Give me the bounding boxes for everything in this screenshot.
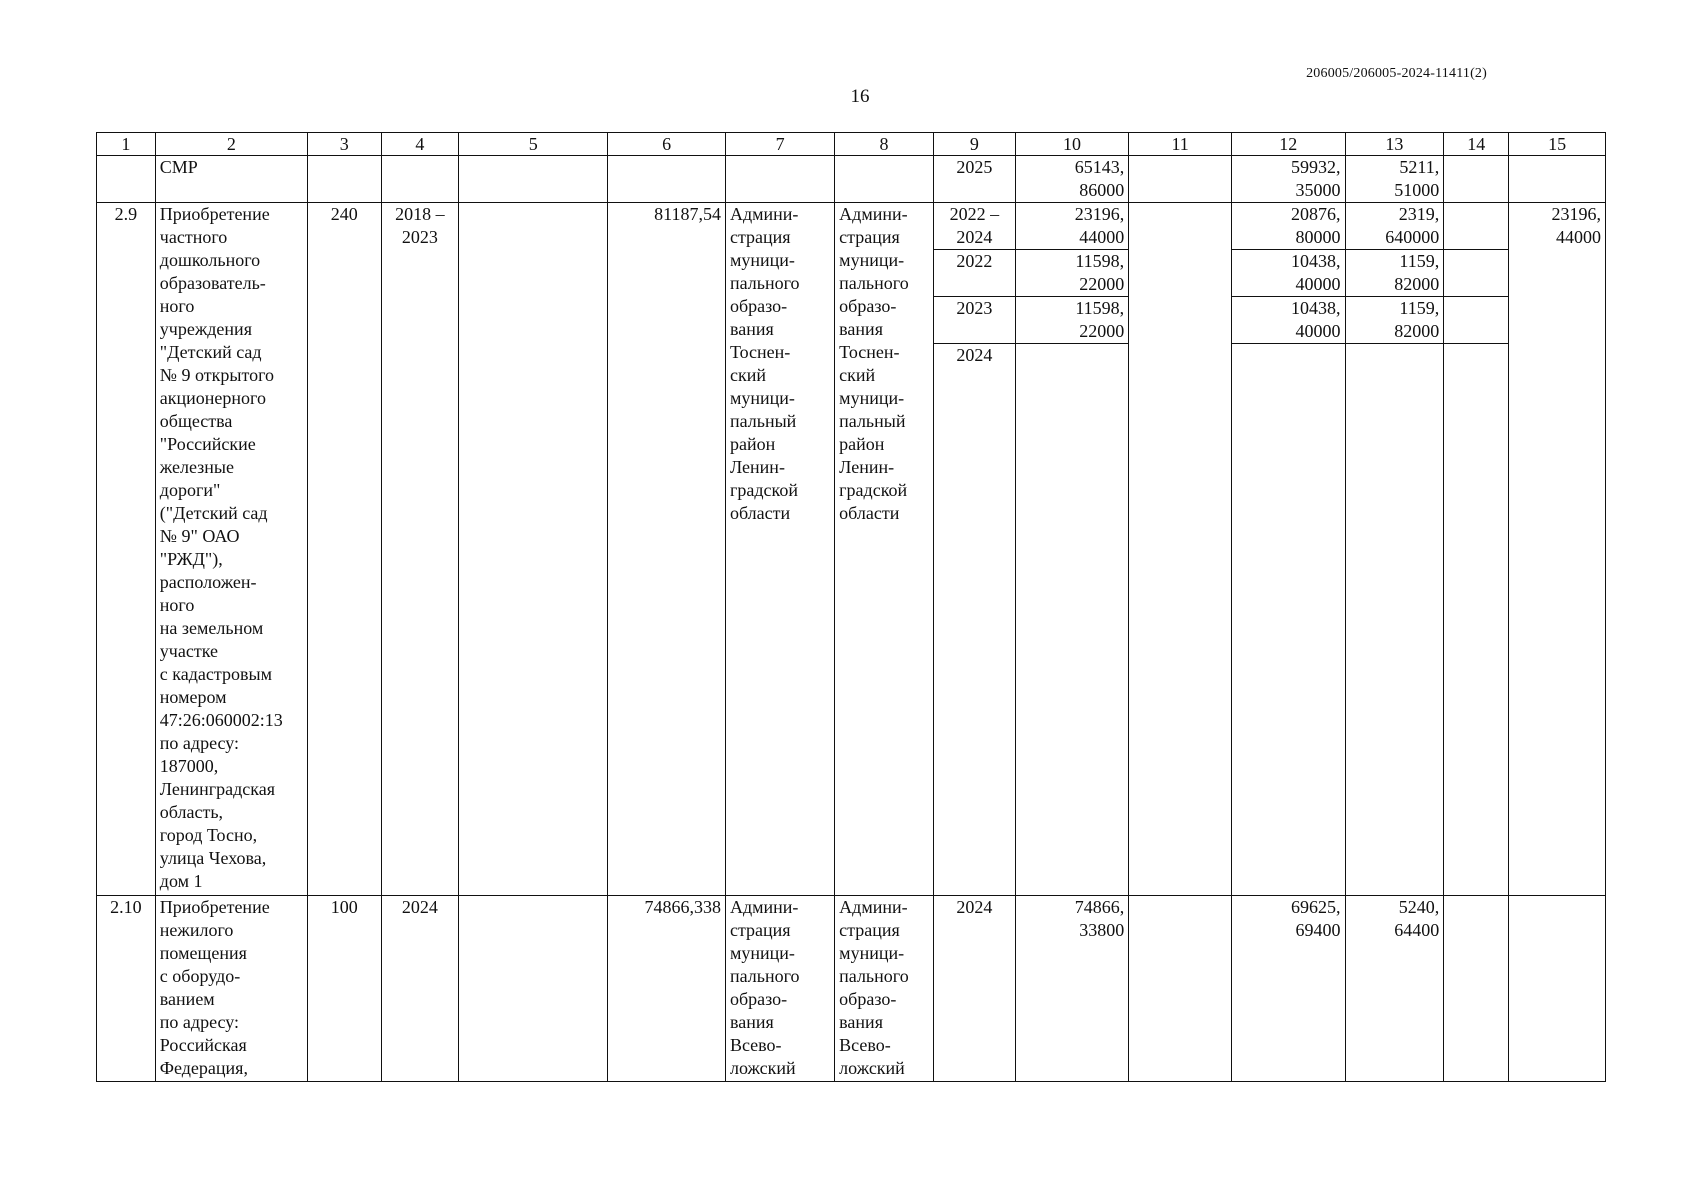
cell-value: 69625, 69400 [1232,896,1345,1082]
cell-year: 2023 [933,297,1015,344]
column-header: 11 [1129,133,1232,156]
data-table [96,132,1606,1082]
cell-year: 2025 [933,156,1015,203]
column-header: 3 [308,133,382,156]
cell-empty [835,156,934,203]
cell-year: 2022 [933,250,1015,297]
column-header: 13 [1345,133,1444,156]
cell-empty [1444,297,1509,344]
cell-cost: 81187,54 [608,203,726,896]
cell-empty [608,156,726,203]
document-id: 206005/206005-2024-11411(2) [1306,66,1487,81]
column-header: 15 [1509,133,1606,156]
cell-empty [1444,250,1509,297]
cell-number: 2.9 [97,203,156,896]
cell-value: 20876, 80000 [1232,203,1345,250]
cell-total [1015,344,1128,896]
cell-year: 2024 [933,896,1015,1082]
cell-value: 10438, 40000 [1232,297,1345,344]
cell-empty [725,156,834,203]
cell-empty [1129,896,1232,1082]
cell-value: 5240, 64400 [1345,896,1444,1082]
column-header: 4 [381,133,459,156]
cell-period: 2024 [381,896,459,1082]
cell-total: 11598, 22000 [1015,250,1128,297]
cell-name: Приобретение нежилого помещения с оборудо- ванием по адресу: Российская Федерация, [155,896,307,1082]
cell-value [1345,344,1444,896]
column-header: 6 [608,133,726,156]
cell-value: 10438, 40000 [1232,250,1345,297]
cell-empty [1444,156,1509,203]
table-row [97,156,1606,203]
cell-capacity: 100 [308,896,382,1082]
cell-empty [459,156,608,203]
cell-empty [1509,896,1606,1082]
cell-year: 2022 – 2024 [933,203,1015,250]
table-row [97,203,1606,250]
cell-empty [459,203,608,896]
cell-number: 2.10 [97,896,156,1082]
cell-value: 1159, 82000 [1345,297,1444,344]
cell-year: 2024 [933,344,1015,896]
column-header: 12 [1232,133,1345,156]
cell-value: 59932, 35000 [1232,156,1345,203]
cell-value: 1159, 82000 [1345,250,1444,297]
cell-value [1232,344,1345,896]
cell-executor: Админи- страция муници- пального образо- вания Тоснен- ский муници- пальный район Ленин- градской области [835,203,934,896]
cell-name: СМР [155,156,307,203]
cell-value: 23196, 44000 [1509,203,1606,896]
cell-name: Приобретение частного дошкольного образователь- ного учреждения "Детский сад № 9 открытого акционерного общества "Российские железные дороги" ("Детский сад № 9" ОАО "РЖД"), расположен- ного на земельном участке с кадастровым номером 47:26:060002:13 по адресу: 187000, Ленинградская область, город Тосно, улица Чехова, дом 1 [155,203,307,896]
cell-period: 2018 – 2023 [381,203,459,896]
table-row [97,896,1606,1082]
cell-number [97,156,156,203]
cell-capacity: 240 [308,203,382,896]
cell-value: 5211, 51000 [1345,156,1444,203]
cell-value: 2319, 640000 [1345,203,1444,250]
cell-total: 74866, 33800 [1015,896,1128,1082]
cell-empty [1129,156,1232,203]
cell-executor: Админи- страция муници- пального образо- вания Всево- ложский [835,896,934,1082]
column-header: 8 [835,133,934,156]
cell-total: 11598, 22000 [1015,297,1128,344]
cell-total: 23196, 44000 [1015,203,1128,250]
cell-customer: Админи- страция муници- пального образо- вания Всево- ложский [725,896,834,1082]
cell-customer: Админи- страция муници- пального образо- вания Тоснен- ский муници- пальный район Ленин- градской области [725,203,834,896]
column-header: 2 [155,133,307,156]
header-row [97,133,1606,156]
page-number: 16 [850,86,870,107]
cell-empty [1444,344,1509,896]
column-header: 5 [459,133,608,156]
cell-cost: 74866,338 [608,896,726,1082]
cell-total: 65143, 86000 [1015,156,1128,203]
cell-empty [1509,156,1606,203]
cell-empty [459,896,608,1082]
cell-empty [381,156,459,203]
cell-empty [308,156,382,203]
column-header: 9 [933,133,1015,156]
cell-empty [1444,896,1509,1082]
column-header: 10 [1015,133,1128,156]
column-header: 7 [725,133,834,156]
cell-empty [1129,203,1232,896]
cell-empty [1444,203,1509,250]
column-header: 14 [1444,133,1509,156]
column-header: 1 [97,133,156,156]
